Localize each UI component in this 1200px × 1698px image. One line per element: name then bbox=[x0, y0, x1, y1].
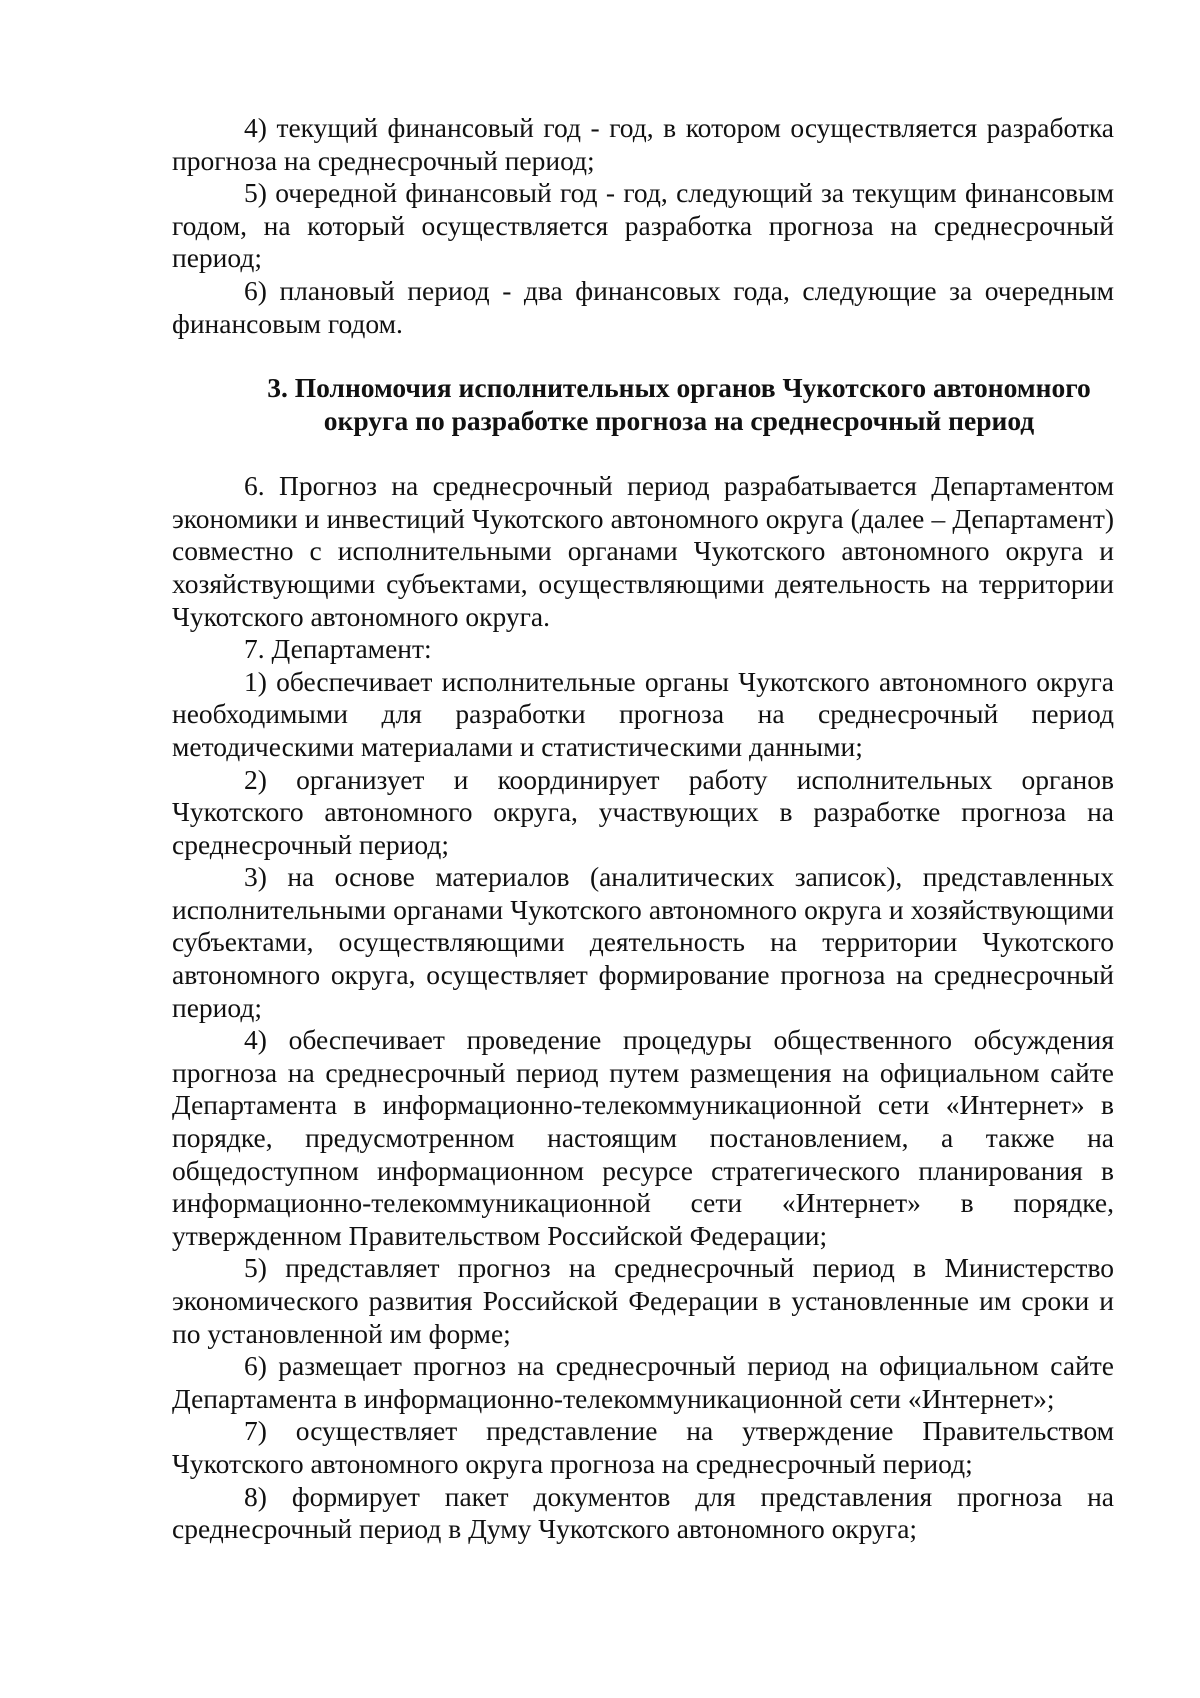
clause-7-item-7: 7) осуществляет представление на утверждение Правительством Чукотского автономного округа прогноза на среднесрочный период; bbox=[172, 1415, 1114, 1479]
clause-7-item-6: 6) размещает прогноз на среднесрочный период на официальном сайте Департамента в информационно-телекоммуникационной сети «Интернет»; bbox=[172, 1350, 1114, 1414]
clause-7-item-1: 1) обеспечивает исполнительные органы Чукотского автономного округа необходимыми для разработки прогноза на среднесрочный период методическими материалами и статистическими данными; bbox=[172, 665, 1114, 762]
clause-6: 6. Прогноз на среднесрочный период разрабатывается Департаментом экономики и инвестиций Чукотского автономного округа (далее – Департамент) совместно с исполнительными органами Чукотского автономного округа и хозяйствующими субъектами, осуществляющими деятельность на территории Чукотского автономного округа. bbox=[172, 470, 1114, 632]
definition-item-4: 4) текущий финансовый год - год, в котором осуществляется разработка прогноза на среднесрочный период; bbox=[172, 112, 1114, 176]
clause-7-item-5: 5) представляет прогноз на среднесрочный период в Министерство экономического развития Российской Федерации в установленные им сроки и по установленной им форме; bbox=[172, 1252, 1114, 1349]
section-heading bbox=[172, 371, 1114, 437]
definition-item-5: 5) очередной финансовый год - год, следующий за текущим финансовым годом, на который осуществляется разработка прогноза на среднесрочный период; bbox=[172, 177, 1114, 274]
clause-7-item-3: 3) на основе материалов (аналитических записок), представленных исполнительными органами Чукотского автономного округа и хозяйствующими субъектами, осуществляющими деятельность на территории Чукотского автономного округа, осуществляет формирование прогноза на среднесрочный период; bbox=[172, 861, 1114, 1023]
clause-7-item-4: 4) обеспечивает проведение процедуры общественного обсуждения прогноза на среднесрочный период путем размещения на официальном сайте Департамента в информационно-телекоммуникационной сети «Интернет» в порядке, предусмотренном настоящим постановлением, а также на общедоступном информационном ресурсе стратегического планирования в информационно-телекоммуникационной сети «Интернет» в порядке, утвержденном Правительством Российской Федерации; bbox=[172, 1024, 1114, 1251]
section-heading-line-2: округа по разработке прогноза на среднесрочный период bbox=[323, 405, 1035, 437]
clause-7-item-8: 8) формирует пакет документов для представления прогноза на среднесрочный период в Думу Чукотского автономного округа; bbox=[172, 1480, 1114, 1545]
definition-item-6: 6) плановый период - два финансовых года, следующие за очередным финансовым годом. bbox=[172, 274, 1114, 339]
clause-7-item-2: 2) организует и координирует работу исполнительных органов Чукотского автономного округа, участвующих в разработке прогноза на среднесрочный период; bbox=[172, 763, 1114, 860]
section-heading-line-1: 3. Полномочия исполнительных органов Чукотского автономного bbox=[267, 372, 1091, 404]
document-page bbox=[172, 112, 1114, 1546]
clause-7: 7. Департамент: bbox=[244, 633, 432, 665]
